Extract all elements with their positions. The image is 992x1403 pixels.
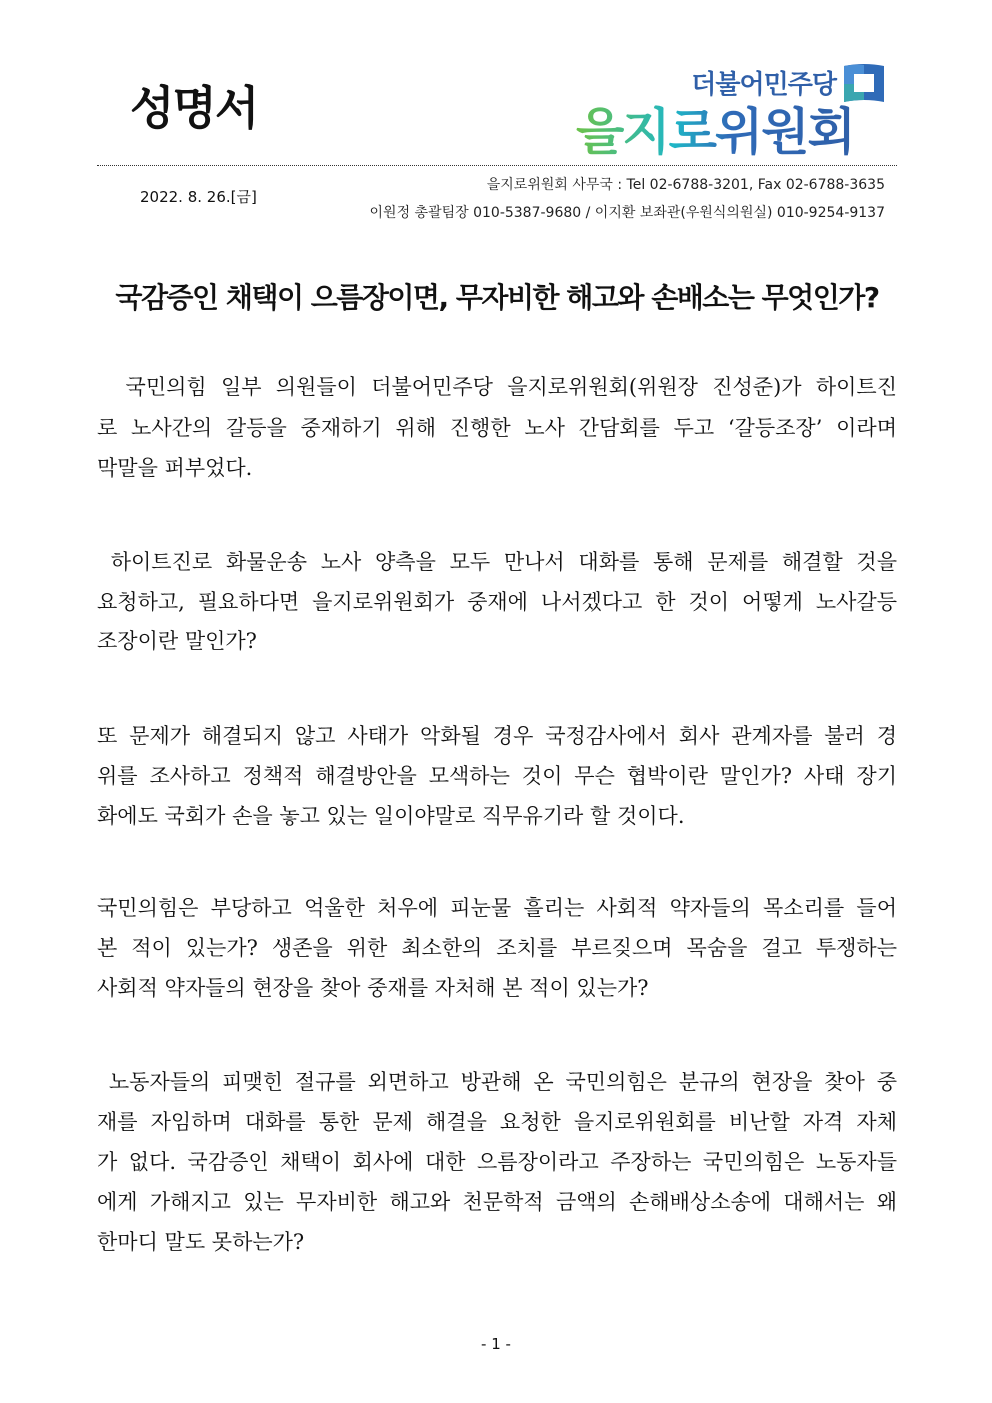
header-divider (97, 165, 897, 166)
flag-icon (842, 62, 886, 106)
logo-committee-name: 을지로위원회 (576, 103, 854, 161)
paragraph-line: 화에도 국회가 손을 놓고 있는 일이야말로 직무유기라 할 것이다. (97, 804, 685, 828)
contact-persons: 이원정 총괄팀장 010-5387-9680 / 이지환 보좌관(우원식의원실) 010-9254-9137 (369, 205, 885, 221)
paragraph-line: 또 문제가 해결되지 않고 사태가 악화될 경우 국정감사에서 회사 관계자를 불러 경 (97, 724, 897, 748)
paragraph-line: 국민의힘은 부당하고 억울한 처우에 피눈물 흘리는 사회적 약자들의 목소리를 들어 (97, 896, 897, 920)
paragraph-line: 노동자들의 피맺힌 절규를 외면하고 방관해 온 국민의힘은 분규의 현장을 찾아 중 (97, 1070, 897, 1094)
paragraph-line: 가 없다. 국감증인 채택이 회사에 대한 으름장이라고 주장하는 국민의힘은 노동자들 (97, 1150, 897, 1174)
contact-office: 을지로위원회 사무국 : Tel 02-6788-3201, Fax 02-6788-3635 (486, 177, 885, 193)
paragraph-line: 요청하고, 필요하다면 을지로위원회가 중재에 나서겠다고 한 것이 어떻게 노사갈등 (97, 590, 897, 614)
logo-party-name: 더불어민주당 (691, 70, 836, 100)
paragraph-line: 본 적이 있는가? 생존을 위한 최소한의 조치를 부르짖으며 목숨을 걸고 투쟁하는 (97, 936, 897, 960)
paragraph-line: 한마디 말도 못하는가? (97, 1230, 305, 1254)
paragraph-line: 에게 가해지고 있는 무자비한 해고와 천문학적 금액의 손해배상소송에 대해서는 왜 (97, 1190, 897, 1214)
paragraph-line: 국민의힘 일부 의원들이 더불어민주당 을지로위원회(위원장 진성준)가 하이트진 (97, 375, 897, 399)
statement-title: 국감증인 채택이 으름장이면, 무자비한 해고와 손배소는 무엇인가? (115, 281, 879, 314)
release-date: 2022. 8. 26.[금] (140, 188, 257, 206)
paragraph-line: 하이트진로 화물운송 노사 양측을 모두 만나서 대화를 통해 문제를 해결할 것을 (97, 550, 897, 574)
document-type-heading: 성명서 (130, 81, 258, 135)
committee-logo (570, 62, 890, 168)
paragraph-line: 조장이란 말인가? (97, 629, 257, 653)
paragraph-line: 위를 조사하고 정책적 해결방안을 모색하는 것이 무슨 협박이란 말인가? 사태 장기 (97, 764, 897, 788)
paragraph-line: 막말을 퍼부었다. (97, 456, 253, 480)
page-number: - 1 - (481, 1335, 511, 1353)
paragraph-line: 로 노사간의 갈등을 중재하기 위해 진행한 노사 간담회를 두고 ‘갈등조장’ 이라며 (97, 416, 897, 440)
paragraph-line: 사회적 약자들의 현장을 찾아 중재를 자처해 본 적이 있는가? (97, 976, 649, 1000)
paragraph-line: 재를 자임하며 대화를 통한 문제 해결을 요청한 을지로위원회를 비난할 자격 자체 (97, 1110, 897, 1134)
